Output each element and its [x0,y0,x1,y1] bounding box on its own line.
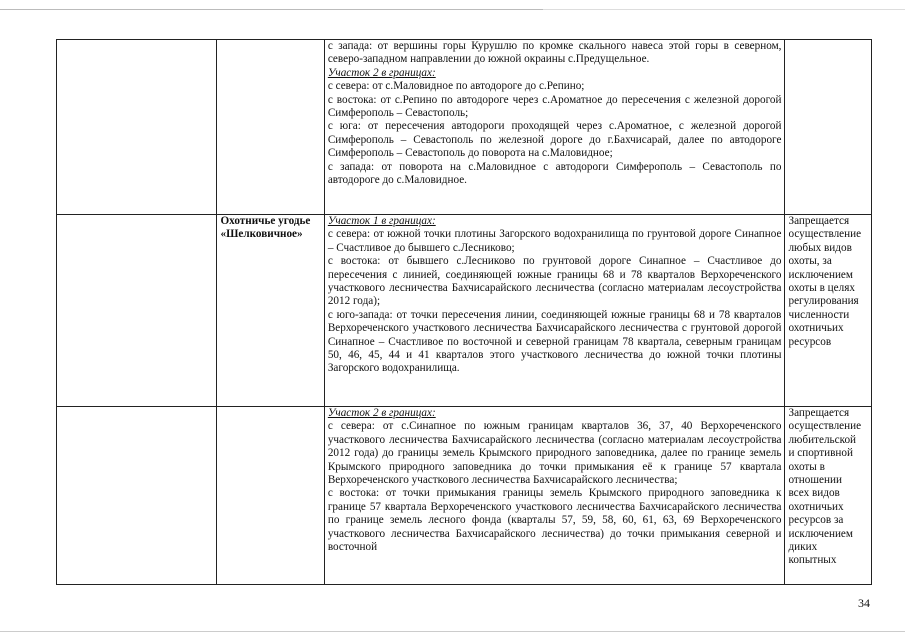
restriction-line: любительской [788,433,857,446]
restriction-line: Запрещается [788,215,850,227]
ground-name-line: «Шелковичное» [220,228,303,241]
restriction-line: регулирования [788,295,859,308]
restriction-cell [785,407,872,585]
boundary-line: с юга: от пересечения автодороги проходящей через с.Ароматное, с железной дорогой Симферополь – Севастополь по железной дороге до г.Бахчисарай, далее по автодороге Симферополь – Севастополь до поворота на с.Маловидное; [327,120,782,160]
restriction-line: охотничьих [788,322,844,335]
boundary-line: с севера: от с.Маловидное по автодороге до с.Репино; [327,80,585,93]
boundary-line: с запада: от поворота на с.Маловидное с автодороги Симферополь – Севастополь по автодороге до с.Маловидное. [327,160,782,187]
ground-name-line: Охотничье угодье [220,215,311,227]
section-heading: Участок 1 в границах: [327,215,436,227]
scan-edge-bottom [0,631,905,632]
restriction-line: диких [788,541,818,554]
hunting-grounds-table [56,39,872,585]
restriction-line: и спортивной [788,447,853,460]
section-heading: Участок 2 в границах: [327,407,436,419]
boundary-line: с востока: от с.Репино по автодороге через с.Ароматное до пересечения с железной дорогой Симферополь – Севастополь; [327,93,782,120]
restriction-line: охоты, за [788,255,832,268]
restriction-line: охоты в целях [788,282,855,295]
boundary-line: с востока: от точки примыкания границы земель Крымского природного заповедника к границе 57 квартала Верхореченского участкового лесничества Бахчисарайского лесничества по границе земель лесного фонда (кварталы 57, 59, 58, 60, 61, 63, 69 Верхореченского участкового лесничества Бахчисарайского лесничества) до точки примыкания северной и восточной [327,487,782,554]
boundary-line: с юго-запада: от точки пересечения линии, соединяющей южные границы 68 и 78 кварталов Верхореченского участкового лесничества Бахчисарайского лесничества с грунтовой дорогой Синапное – Счастливое по восточной и северной границам 78 квартала, северным границам 50, 46, 45, 44 и 41 кварталов этого участкового лесничества до южной точки плотины Загорского водохранилища. [327,308,782,375]
boundary-description-cell [324,40,785,215]
empty-cell [57,215,217,407]
restriction-line: всех видов [788,487,840,500]
boundary-line: с востока: от бывшего с.Лесниково по грунтовой дороге Синапное – Счастливое до пересечения с линией, соединяющей южные границы 68 и 78 кварталов Верхореченского участкового лесничества Бахчисарайского лесничества (согласно материалам лесоустройства 2012 года); [327,255,782,308]
restriction-line: осуществление [788,420,862,433]
table-row [57,40,872,215]
restriction-line: исключением [788,268,853,281]
boundary-description-cell [324,407,785,585]
restriction-cell [785,215,872,407]
scan-edge-top [0,9,905,10]
ground-name-cell [217,407,324,585]
restriction-line: копытных [788,554,837,567]
restriction-line: отношении [788,474,842,487]
section-heading: Участок 2 в границах: [327,66,436,79]
restriction-line: охоты в [788,460,825,473]
restriction-line: осуществление [788,228,862,241]
empty-cell [57,40,217,215]
restriction-line: охотничьих [788,500,844,513]
restriction-cell [785,40,872,215]
table-row [57,407,872,585]
page-number: 34 [858,596,870,610]
table-row [57,215,872,407]
restriction-line: ресурсов за [788,514,844,527]
restriction-line: Запрещается [788,407,850,419]
boundary-line: с севера: от южной точки плотины Загорского водохранилища по грунтовой дороге Синапное – Счастливое до бывшего с.Лесниково; [327,228,782,254]
boundary-line: с запада: от вершины горы Курушлю по кромке скального навеса этой горы в северном, северо-западном направлении до южной окраины с.Предущельное. [327,40,782,66]
ground-name-cell [217,215,324,407]
restriction-line: численности [788,308,850,321]
empty-cell [57,407,217,585]
ground-name-cell [217,40,324,215]
restriction-line: ресурсов [788,335,832,348]
restriction-line: исключением [788,527,853,540]
restriction-line: любых видов [788,241,852,254]
boundary-line: с севера: от с.Синапное по южным границам кварталов 36, 37, 40 Верхореченского участкового лесничества Бахчисарайского лесничества (согласно материалам лесоустройства 2012 года) до границы земель Крымского природного заповедника, далее по границе земель Крымского природного заповедника до точки примыкания её к границе 57 квартала Верхореченского участкового лесничества Бахчисарайского лесничества; [327,420,782,487]
boundary-description-cell [324,215,785,407]
